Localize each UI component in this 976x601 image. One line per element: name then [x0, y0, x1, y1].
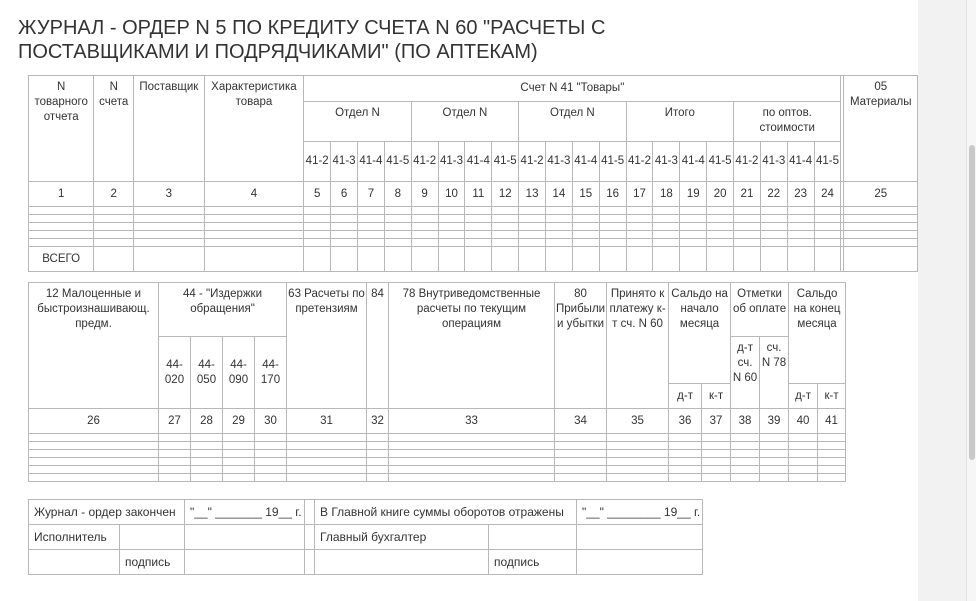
vertical-scrollbar[interactable] [966, 0, 976, 601]
col-number: 33 [389, 409, 555, 434]
table-row [29, 434, 846, 442]
table-row [29, 442, 846, 450]
col-number: 35 [607, 409, 669, 434]
subaccount-cell: 41-3 [760, 142, 787, 182]
col-number: 25 [844, 182, 918, 207]
header-saldo-end: Сальдо на конец месяца [789, 283, 846, 384]
col-number: 12 [492, 182, 519, 207]
subaccount-cell: 41-3 [653, 142, 680, 182]
header-account41: Счет N 41 "Товары" [304, 76, 841, 102]
col-number: 30 [255, 409, 287, 434]
header-dept-1: Отдел N [304, 102, 411, 142]
col-number: 3 [134, 182, 204, 207]
header-84: 84 [367, 283, 389, 409]
page-title: ЖУРНАЛ - ОРДЕР N 5 ПО КРЕДИТУ СЧЕТА N 60 "РАСЧЕТЫ С ПОСТАВЩИКАМИ И ПОДРЯДЧИКАМИ" (ПО АПТЕКАМ) [18, 17, 606, 63]
journal-table-accounts [28, 75, 918, 272]
header-accepted: Принято к платежу к-т сч. N 60 [607, 283, 669, 409]
col-number: 8 [384, 182, 411, 207]
col-number: 26 [29, 409, 159, 434]
header-debit: д-т [789, 384, 818, 409]
col-number: 18 [653, 182, 680, 207]
signature-block [28, 499, 703, 575]
col-number: 9 [411, 182, 438, 207]
ledger-date: "__" ________ 19__ г. [577, 500, 703, 525]
col-number: 11 [465, 182, 492, 207]
table-row [29, 231, 918, 239]
col-number: 13 [519, 182, 546, 207]
subaccount-cell: 41-3 [546, 142, 573, 182]
col-number: 41 [818, 409, 846, 434]
scrollbar-thumb[interactable] [969, 145, 975, 460]
subaccount-cell: 41-3 [331, 142, 358, 182]
col-number: 34 [555, 409, 607, 434]
subaccount-cell: 41-5 [599, 142, 626, 182]
table-row [29, 223, 918, 231]
subaccount-cell: 41-5 [707, 142, 734, 182]
subaccount-cell: 44-170 [255, 337, 287, 409]
header-wholesale: по оптов. стоимости [734, 102, 841, 142]
subaccount-cell: 41-2 [304, 142, 331, 182]
table-row [29, 239, 918, 247]
journal-done-date: "__" _______ 19__ г. [185, 500, 305, 525]
total-label: ВСЕГО [29, 247, 94, 272]
col-number: 39 [760, 409, 789, 434]
subaccount-cell: 41-4 [572, 142, 599, 182]
col-number: 19 [680, 182, 707, 207]
table-row [29, 466, 846, 474]
col-number: 14 [546, 182, 573, 207]
col-number: 31 [287, 409, 367, 434]
subaccount-cell: 41-2 [519, 142, 546, 182]
subaccount-cell: 41-5 [814, 142, 841, 182]
header-costs: 44 - "Издержки обращения" [159, 283, 287, 337]
subaccount-cell: 41-4 [465, 142, 492, 182]
col-number: 22 [760, 182, 787, 207]
executor-signature-label: подпись [120, 550, 185, 575]
subaccount-cell: 44-050 [191, 337, 223, 409]
journal-done-label: Журнал - ордер закончен [29, 500, 185, 525]
col-number: 16 [599, 182, 626, 207]
col-number: 27 [159, 409, 191, 434]
header-payment-marks: Отметки об оплате [731, 283, 789, 337]
subaccount-cell: 41-2 [734, 142, 761, 182]
header-goods: Характеристика товара [204, 76, 304, 182]
column-number-row [29, 182, 918, 207]
header-saldo-start: Сальдо на начало месяца [669, 283, 731, 384]
header-claims: 63 Расчеты по претензиям [287, 283, 367, 409]
col-number: 2 [94, 182, 134, 207]
subaccount-cell: 44-090 [223, 337, 255, 409]
header-dept-2: Отдел N [411, 102, 518, 142]
header-supplier: Поставщик [134, 76, 204, 182]
col-number: 17 [626, 182, 653, 207]
header-intra: 78 Внутриведомственные расчеты по текущим операциям [389, 283, 555, 409]
table-row [29, 215, 918, 223]
col-number: 23 [787, 182, 814, 207]
col-number: 32 [367, 409, 389, 434]
col-number: 7 [357, 182, 384, 207]
col-number: 29 [223, 409, 255, 434]
subaccount-cell: 41-2 [626, 142, 653, 182]
subaccount-cell: 41-5 [384, 142, 411, 182]
col-number: 5 [304, 182, 331, 207]
table-row [29, 474, 846, 482]
col-number: 40 [789, 409, 818, 434]
journal-table-settlements [28, 282, 846, 482]
header-low-value: 12 Малоценные и быстроизнашивающ. предм. [29, 283, 159, 409]
header-total: Итого [626, 102, 733, 142]
header-acc-78: сч. N 78 [760, 337, 789, 409]
header-debit: д-т [669, 384, 702, 409]
col-number: 38 [731, 409, 760, 434]
subaccount-cell: 44-020 [159, 337, 191, 409]
column-number-row [29, 409, 846, 434]
chief-signature-label: подпись [489, 550, 577, 575]
subaccount-cell: 41-2 [411, 142, 438, 182]
table-row [29, 450, 846, 458]
subaccount-cell: 41-3 [438, 142, 465, 182]
col-number: 1 [29, 182, 94, 207]
col-number: 15 [572, 182, 599, 207]
col-number: 4 [204, 182, 304, 207]
subaccount-cell: 41-5 [492, 142, 519, 182]
table-row [29, 207, 918, 215]
subaccount-cell: 41-4 [680, 142, 707, 182]
col-number: 37 [702, 409, 731, 434]
col-number: 24 [814, 182, 841, 207]
ledger-label: В Главной книге суммы оборотов отражены [315, 500, 577, 525]
header-dept-3: Отдел N [519, 102, 626, 142]
header-materials: 05 Материалы [844, 76, 918, 182]
header-profit: 80 Прибыли и убытки [555, 283, 607, 409]
col-number: 10 [438, 182, 465, 207]
subaccount-cell: 41-4 [357, 142, 384, 182]
col-number: 21 [734, 182, 761, 207]
header-credit: к-т [702, 384, 731, 409]
header-credit: к-т [818, 384, 846, 409]
col-number: 36 [669, 409, 702, 434]
header-report-no: N товарного отчета [29, 76, 94, 182]
header-account-no: N счета [94, 76, 134, 182]
header-dt-60: д-т сч. N 60 [731, 337, 760, 409]
col-number: 6 [331, 182, 358, 207]
col-number: 28 [191, 409, 223, 434]
table-row [29, 458, 846, 466]
col-number: 20 [707, 182, 734, 207]
subaccount-cell: 41-4 [787, 142, 814, 182]
total-row [29, 247, 918, 272]
executor-label: Исполнитель [29, 525, 120, 550]
chief-accountant-label: Главный бухгалтер [315, 525, 489, 550]
